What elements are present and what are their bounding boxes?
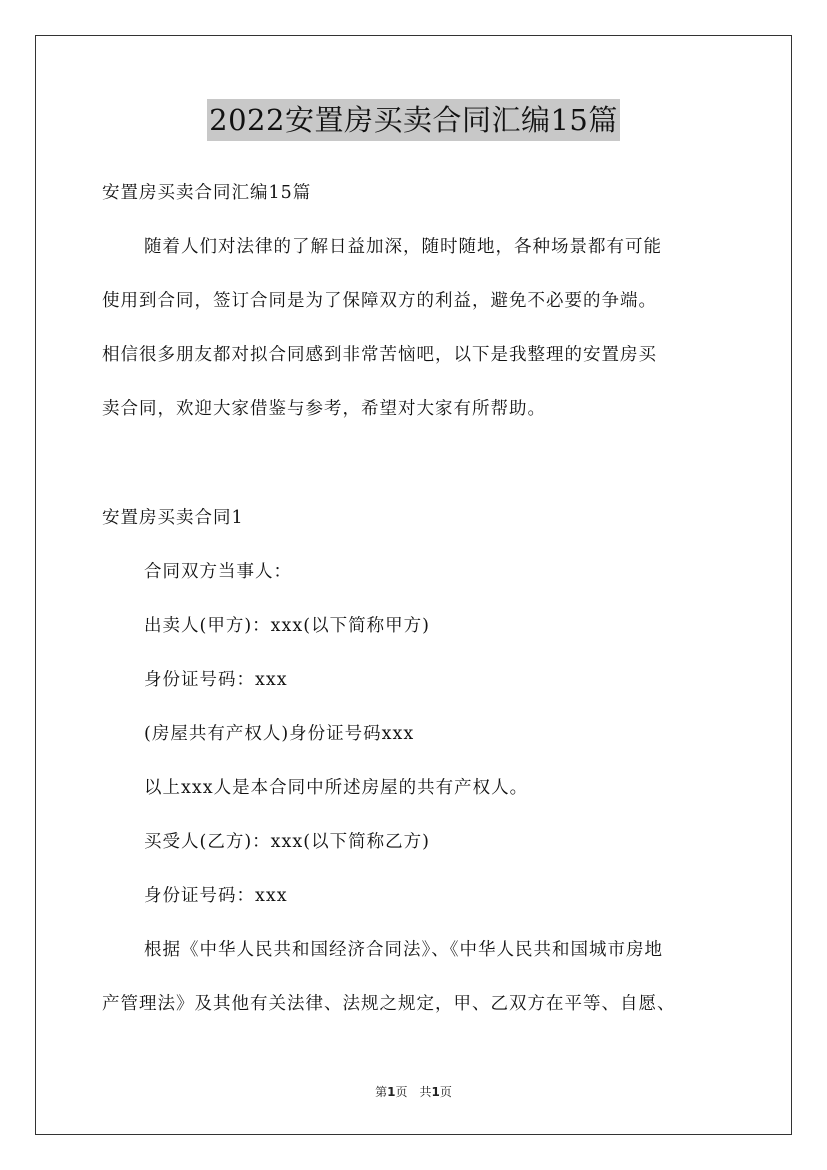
footer-page-suffix: 页	[439, 1085, 452, 1099]
document-subtitle: 安置房买卖合同汇编15篇	[102, 183, 312, 203]
title-container	[0, 99, 827, 141]
section-line-1: 合同双方当事人：	[144, 562, 292, 582]
section-line-3: 身份证号码：xxx	[144, 670, 288, 690]
intro-line-4: 卖合同，欢迎大家借鉴与参考，希望对大家有所帮助。	[102, 399, 546, 419]
page-footer	[0, 1083, 827, 1100]
footer-page-mid: 页 共	[395, 1085, 432, 1099]
footer-page-number: 1	[387, 1085, 396, 1099]
section-line-7: 身份证号码：xxx	[144, 886, 288, 906]
document-title: 2022安置房买卖合同汇编15篇	[207, 99, 620, 141]
section-heading: 安置房买卖合同1	[102, 508, 244, 528]
section-line-4: (房屋共有产权人)身份证号码xxx	[144, 724, 415, 744]
intro-line-2: 使用到合同，签订合同是为了保障双方的利益，避免不必要的争端。	[102, 291, 657, 311]
section-line-2: 出卖人(甲方)：xxx(以下简称甲方)	[144, 616, 430, 636]
section-line-9: 产管理法》及其他有关法律、法规之规定，甲、乙双方在平等、自愿、	[102, 994, 676, 1014]
section-line-8: 根据《中华人民共和国经济合同法》、《中华人民共和国城市房地	[144, 940, 663, 960]
section-line-5: 以上xxx人是本合同中所述房屋的共有产权人。	[144, 778, 529, 798]
footer-page-total: 1	[431, 1085, 440, 1099]
section-line-6: 买受人(乙方)：xxx(以下简称乙方)	[144, 832, 430, 852]
intro-line-1: 随着人们对法律的了解日益加深，随时随地，各种场景都有可能	[144, 237, 662, 257]
intro-line-3: 相信很多朋友都对拟合同感到非常苦恼吧，以下是我整理的安置房买	[102, 345, 657, 365]
footer-page-prefix: 第	[375, 1085, 388, 1099]
